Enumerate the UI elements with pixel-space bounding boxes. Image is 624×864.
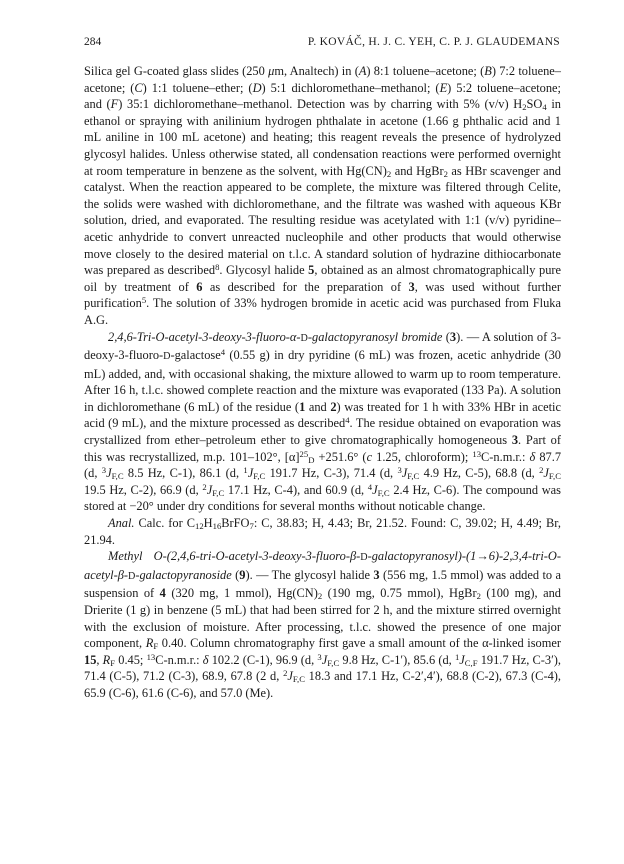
text-run: c — [366, 449, 373, 464]
text-run: as HBr scavenger and catalyst. When the reaction appeared to be complete, the mixture was filtered through Celite, the solids were washed with dichloromethane, and the filtrate was washed with aqueous KBr solution, dried, and evaporated. The resulting residue was acetylated with 1:1 (v/v) pyridine–acetic anhydride to convert unreacted nucleophile and other products that would otherwise move closely to the desired material on t.l.c. A standard solution of hydrazine dithiocarbonate was prepared as described — [84, 163, 561, 278]
text-run: 4 — [220, 347, 226, 358]
text-run: F — [153, 641, 159, 652]
text-run: (0.55 g) in dry pyridine (6 mL) was frozen, acetic anhydride (30 mL) added, and, with occasional shaking, the mixture allowed to warm up to room temperature. After 16 h, t.l.c. showed complete reaction and the mixture was evaporated (133 Pa). A solution in dichloromethane (6 mL) of the residue ( — [84, 348, 561, 414]
text-run: 13 — [146, 651, 156, 662]
text-run: ) 8:1 toluene–acetone; ( — [366, 64, 485, 78]
text-run: J — [206, 482, 213, 497]
text-run: C,F — [464, 657, 478, 668]
text-run: (320 mg, 1 mmol), Hg(CN) — [165, 586, 318, 601]
text-run: F,C — [327, 657, 340, 668]
text-run: 17.1 Hz, C-4), and 60.9 (d, — [224, 482, 368, 497]
text-run: m, Analtech) in ( — [274, 64, 359, 78]
text-run: ) 5:1 dichloromethane–methanol; ( — [261, 80, 440, 95]
text-run: C-n.m.r.: — [481, 449, 530, 464]
text-run: F,C — [292, 674, 305, 685]
text-run: R — [145, 636, 154, 651]
text-run: 1.25, chloroform); — [372, 449, 473, 464]
text-run: J — [401, 466, 408, 481]
text-run: BrFO — [221, 516, 250, 531]
text-run: ). — A solution of 3-deoxy-3-fluoro- — [84, 329, 561, 363]
text-run: 191.7 Hz, C-3), 71.4 (d, — [265, 466, 398, 481]
text-run: (190 mg, 0.75 mmol), HgBr — [322, 586, 477, 601]
text-run: J — [287, 669, 293, 684]
paragraph-disaccharide-9-preparation — [84, 548, 561, 701]
text-run: D — [360, 552, 368, 564]
paragraph-elemental-analysis — [84, 515, 561, 548]
text-run: 2 — [330, 399, 337, 414]
text-run: , — [96, 652, 103, 667]
text-run: . Part of this was recrystallized, m.p. 101–102°, [α] — [84, 433, 561, 464]
text-run: 3 — [317, 651, 322, 662]
text-run: 0.45; — [115, 652, 147, 667]
text-run: and HgBr — [391, 163, 444, 178]
text-run: J — [247, 466, 254, 481]
paragraph-bromide-3-preparation — [84, 329, 561, 516]
text-run: -galactopyranosyl)-(1→6)-2,3,4-tri-O-acetyl-β- — [84, 549, 561, 582]
text-run: 2 — [522, 102, 527, 113]
text-run: E — [439, 80, 448, 95]
page-number: 284 — [84, 36, 102, 48]
text-run: 87.7 (d, — [84, 449, 562, 481]
text-run: δ — [202, 652, 209, 667]
text-run: R — [102, 652, 111, 667]
text-run: as described for the preparation of — [202, 279, 409, 294]
text-run: 0.40. Column chromatography first gave a small amount of the α-linked isomer — [158, 636, 561, 651]
text-run: ) 1:1 toluene–ether; ( — [142, 80, 253, 95]
text-run: : C, 38.83; H, 4.43; Br, 21.52. Found: C, 39.02; H, 4.49; Br, 21.94. — [84, 516, 561, 547]
text-run: 3 — [449, 329, 457, 344]
text-run: . The solution of 33% hydrogen bromide in acetic acid was purchased from Fluka A.G. — [84, 296, 561, 327]
running-header — [84, 36, 560, 52]
text-run: 191.7 Hz, C-3′), 71.4 (C-5), 71.2 (C-3), 68.9, 67.8 (2 d, — [84, 652, 562, 684]
text-run: ( — [231, 567, 240, 582]
text-run: J — [106, 466, 112, 481]
text-run: J — [459, 652, 465, 667]
text-run: Calc. for C — [134, 516, 195, 531]
text-run: 3 — [373, 567, 380, 582]
text-run: 12 — [195, 521, 204, 532]
text-run: Silica gel G-coated glass slides (250 — [84, 64, 269, 78]
text-run: 3 — [397, 465, 402, 476]
text-run: 16 — [212, 521, 222, 532]
text-run: 9.8 Hz, C-1′), 85.6 (d, — [339, 652, 455, 667]
text-run: ). — The glycosyl halide — [245, 567, 374, 582]
text-run: -galactose — [170, 348, 221, 363]
text-run: F,C — [407, 471, 420, 482]
text-run: ) 5:2 toluene–acetone; and ( — [84, 80, 562, 112]
text-run: , was used without further purification — [84, 279, 562, 311]
text-run: 2.4 Hz, C-6). The compound was stored at −20° under dry conditions for several months without noticable change. — [84, 482, 561, 514]
text-run: μ — [268, 64, 275, 78]
paragraph-tlc-methods — [84, 63, 561, 329]
text-run: 5 — [308, 263, 315, 278]
text-run: J — [321, 652, 328, 667]
text-run: 19.5 Hz, C-2), 66.9 (d, — [84, 482, 203, 497]
text-run: -galactopyranoside — [135, 567, 232, 582]
text-run: B — [484, 64, 492, 78]
text-run: . The residue obtained on evaporation was crystallized from ether–petroleum ether to give chromatographically homogeneous — [84, 416, 561, 448]
text-run: J — [543, 466, 549, 481]
text-run: H — [203, 516, 213, 531]
text-run: 2 — [386, 168, 392, 179]
text-run: ( — [442, 329, 450, 344]
text-run: D — [300, 332, 308, 344]
text-run: and — [305, 399, 331, 414]
text-run: 4 — [345, 415, 350, 426]
text-run: F,C — [212, 488, 225, 498]
text-run: 2 — [539, 465, 544, 476]
running-head-authors: P. KOVÁČ, H. J. C. YEH, C. P. J. GLAUDEMANS — [307, 36, 560, 48]
text-run: ) was treated for 1 h with 33% HBr in acetic acid (9 mL), and the mixture processed as described — [84, 399, 561, 431]
text-run: Methyl O-(2,4,6-tri-O-acetyl-3-deoxy-3-fluoro-β- — [108, 549, 361, 564]
text-run: D — [252, 80, 262, 95]
text-run: -galactopyranosyl bromide — [307, 329, 443, 344]
text-run: 2 — [283, 668, 288, 679]
text-run: 3 — [511, 433, 519, 448]
text-run: 15 — [84, 652, 97, 667]
text-run: 1 — [454, 651, 460, 662]
text-run: . Glycosyl halide — [219, 263, 309, 278]
text-run: F,C — [111, 471, 124, 482]
text-run: in ethanol or spraying with anilinium hydrogen phthalate in acetone (1.66 g phthalic acid and 1 mL aniline in 100 mL acetone) and heating; this reagent reveals the presence of hydrolyzed glycosyl halides. Unless otherwise stated, all condensation reactions were performed overnight at room temperature in benzene as the solvent, with Hg(CN) — [84, 97, 561, 178]
text-run: 8 — [215, 262, 220, 273]
text-run: F — [110, 97, 119, 112]
text-run: 4.9 Hz, C-5), 68.8 (d, — [419, 466, 540, 481]
text-run: 25 — [299, 448, 309, 459]
text-run: 1 — [299, 399, 306, 414]
text-run: J — [372, 482, 378, 497]
text-run: 2 — [476, 591, 481, 602]
text-run: 102.2 (C-1), 96.9 (d, — [208, 652, 318, 667]
text-run: 13 — [472, 448, 482, 459]
text-run: (556 mg, 1.5 mmol) was added to a suspension of — [84, 567, 561, 601]
text-run: Anal. — [108, 516, 135, 531]
text-run: 9 — [239, 567, 246, 582]
text-run: 2 — [317, 591, 323, 602]
text-run: SO — [526, 97, 543, 112]
text-run: 2 — [202, 481, 207, 492]
text-run: δ — [529, 449, 536, 464]
text-run: 18.3 and 17.1 Hz, C-2′,4′), 68.8 (C-2), 67.3 (C-4), 65.9 (C-6), 61.6 (C-6), and 57.0 (Me). — [84, 669, 561, 700]
text-run: D — [163, 351, 171, 363]
text-run: 7 — [249, 521, 254, 532]
text-run: , obtained as an almost chromatographically pure oil by treatment of — [84, 263, 562, 294]
text-run: 4 — [159, 586, 166, 601]
text-run: 8.5 Hz, C-1), 86.1 (d, — [123, 466, 244, 481]
text-run: A — [358, 64, 367, 78]
text-run: F,C — [253, 471, 266, 482]
text-run: D — [308, 454, 315, 465]
text-run: 4 — [367, 481, 373, 492]
text-run: F — [110, 657, 116, 668]
text-run: 5 — [141, 295, 147, 306]
text-run: 2 — [443, 168, 448, 179]
text-run: (100 mg), and Drierite (1 g) in benzene (5 mL) that had been stirred for 2 h, and the mixture stirred overnight with the exclusion of moisture. After processing, t.l.c. showed the presence of one major component, — [84, 586, 561, 651]
text-run: 1 — [243, 465, 248, 476]
text-run: 2,4,6-Tri-O-acetyl-3-deoxy-3-fluoro-α- — [108, 329, 301, 344]
text-run: C-n.m.r.: — [155, 652, 203, 667]
text-run: ) 7:2 toluene–acetone; ( — [84, 64, 561, 95]
text-run: 6 — [196, 279, 203, 294]
text-run: F,C — [377, 488, 390, 498]
text-run: 3 — [101, 465, 107, 476]
text-run: +251.6° ( — [314, 449, 367, 464]
text-run: F,C — [548, 471, 561, 482]
text-run: D — [128, 570, 136, 582]
article-body — [84, 63, 561, 702]
text-run: C — [134, 80, 143, 95]
text-run: 4 — [542, 102, 547, 113]
text-run: 3 — [408, 279, 415, 294]
text-run: ) 35:1 dichloromethane–methanol. Detection was by charring with 5% (v/v) H — [118, 97, 523, 112]
